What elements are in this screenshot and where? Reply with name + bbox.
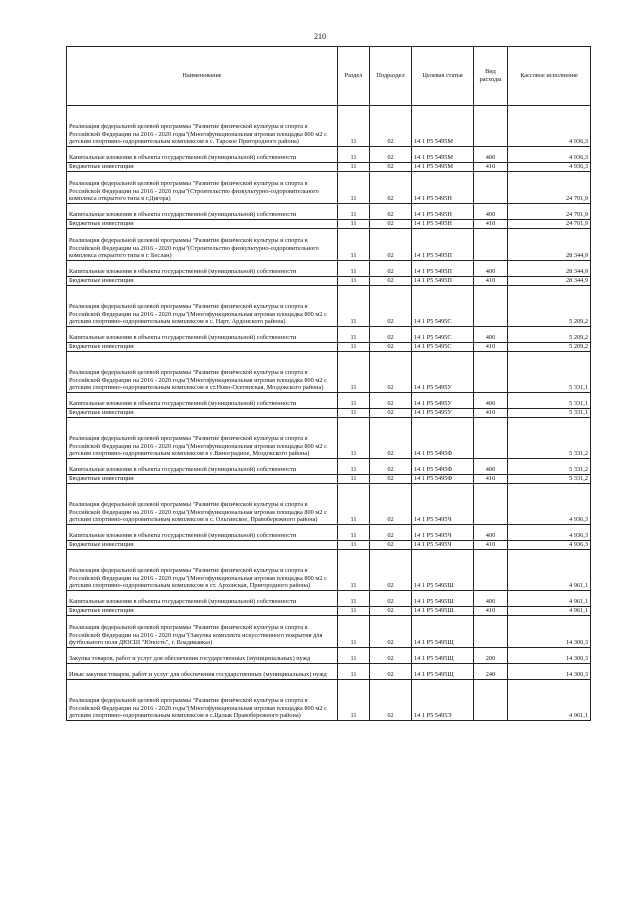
cell-section: 11 xyxy=(338,172,370,204)
cell-article: 14 1 P5 5495Э xyxy=(412,680,474,721)
cell-expense-type: 400 xyxy=(474,261,508,277)
table-row xyxy=(67,204,591,220)
cell-subsection: 02 xyxy=(370,229,412,261)
cell-expense-type xyxy=(474,418,508,459)
cell-amount: 14 300,3 xyxy=(508,664,591,680)
cell-name: Капитальные вложения в объекты государственной (муниципальной) собственности xyxy=(67,393,338,409)
cell-subsection: 02 xyxy=(370,106,412,147)
cell-subsection: 02 xyxy=(370,163,412,172)
cell-subsection: 02 xyxy=(370,147,412,163)
cell-name: Реализация федеральной целевой программы "Развитие физической культуры и спорта в Российской Федерации на 2016 - 2020 годы"(Многофункциональная игровая площадка 800 м2 с детским спортивно-оздоровительным комплексом в с.Цалык Правобережного района) xyxy=(67,680,338,721)
cell-expense-type: 400 xyxy=(474,459,508,475)
cell-subsection: 02 xyxy=(370,204,412,220)
cell-subsection: 02 xyxy=(370,393,412,409)
cell-expense-type: 400 xyxy=(474,591,508,607)
cell-amount: 4 936,3 xyxy=(508,484,591,525)
cell-expense-type: 410 xyxy=(474,607,508,616)
header-article: Целевая статья xyxy=(412,47,474,106)
header-subsection: Подраздел xyxy=(370,47,412,106)
cell-subsection: 02 xyxy=(370,550,412,591)
cell-name: Иные закупки товаров, работ и услуг для обеспечения государственных (муниципальных) нужд xyxy=(67,664,338,680)
header-execution: Кассовое исполнение xyxy=(508,47,591,106)
cell-section: 11 xyxy=(338,541,370,550)
table-row xyxy=(67,591,591,607)
cell-subsection: 02 xyxy=(370,616,412,648)
cell-expense-type xyxy=(474,229,508,261)
cell-section: 11 xyxy=(338,163,370,172)
cell-article: 14 1 P5 5495Ш xyxy=(412,550,474,591)
cell-amount: 5 331,2 xyxy=(508,475,591,484)
cell-amount: 5 209,2 xyxy=(508,286,591,327)
cell-section: 11 xyxy=(338,607,370,616)
cell-article: 14 1 P5 5495У xyxy=(412,352,474,393)
table-row xyxy=(67,550,591,591)
cell-section: 11 xyxy=(338,204,370,220)
cell-amount: 5 209,2 xyxy=(508,343,591,352)
table-row xyxy=(67,147,591,163)
cell-expense-type: 410 xyxy=(474,163,508,172)
cell-name: Капитальные вложения в объекты государственной (муниципальной) собственности xyxy=(67,147,338,163)
table-row xyxy=(67,261,591,277)
cell-name: Капитальные вложения в объекты государственной (муниципальной) собственности xyxy=(67,204,338,220)
cell-article: 14 1 P5 5495Ф xyxy=(412,459,474,475)
cell-article: 14 1 P5 5495M xyxy=(412,147,474,163)
cell-article: 14 1 P5 5495C xyxy=(412,286,474,327)
cell-article: 14 1 P5 5495Ч xyxy=(412,541,474,550)
header-section: Раздел xyxy=(338,47,370,106)
cell-name: Капитальные вложения в объекты государственной (муниципальной) собственности xyxy=(67,261,338,277)
cell-amount: 5 331,1 xyxy=(508,393,591,409)
cell-subsection: 02 xyxy=(370,475,412,484)
cell-subsection: 02 xyxy=(370,220,412,229)
cell-name: Бюджетные инвестиции xyxy=(67,607,338,616)
cell-section: 11 xyxy=(338,418,370,459)
cell-name: Закупка товаров, работ и услуг для обеспечения государственных (муниципальных) нужд xyxy=(67,648,338,664)
cell-expense-type: 400 xyxy=(474,525,508,541)
cell-article: 14 1 P5 5495Щ xyxy=(412,664,474,680)
cell-article: 14 1 P5 5495П xyxy=(412,229,474,261)
cell-name: Бюджетные инвестиции xyxy=(67,475,338,484)
cell-article: 14 1 P5 5495Ч xyxy=(412,525,474,541)
cell-expense-type xyxy=(474,106,508,147)
cell-amount: 5 331,1 xyxy=(508,409,591,418)
cell-amount: 4 936,3 xyxy=(508,541,591,550)
cell-article: 14 1 P5 5495П xyxy=(412,277,474,286)
cell-expense-type: 410 xyxy=(474,475,508,484)
cell-subsection: 02 xyxy=(370,172,412,204)
cell-amount: 4 961,1 xyxy=(508,550,591,591)
cell-article: 14 1 P5 5495Ш xyxy=(412,591,474,607)
cell-expense-type xyxy=(474,172,508,204)
cell-expense-type: 410 xyxy=(474,409,508,418)
cell-name: Капитальные вложения в объекты государственной (муниципальной) собственности xyxy=(67,591,338,607)
cell-expense-type xyxy=(474,352,508,393)
cell-article: 14 1 P5 5495H xyxy=(412,220,474,229)
cell-section: 11 xyxy=(338,484,370,525)
cell-article: 14 1 P5 5495C xyxy=(412,343,474,352)
cell-article: 14 1 P5 5495H xyxy=(412,204,474,220)
cell-name: Реализация федеральной целевой программы "Развитие физической культуры и спорта в Российской Федерации на 2016 - 2020 годы"(Закупка комплекта искусственного покрытия для футбольного поля ДЮСШ "Юность", г. Владикавказ) xyxy=(67,616,338,648)
cell-name: Реализация федеральной целевой программы "Развитие физической культуры и спорта в Российской Федерации на 2016 - 2020 годы"(Строительство физкультурно-оздоровительного комплекса открытого типа в г.Дигора) xyxy=(67,172,338,204)
cell-amount: 4 936,3 xyxy=(508,525,591,541)
cell-amount: 5 331,1 xyxy=(508,352,591,393)
cell-expense-type: 410 xyxy=(474,277,508,286)
cell-section: 11 xyxy=(338,106,370,147)
cell-expense-type xyxy=(474,484,508,525)
cell-article: 14 1 P5 5495M xyxy=(412,106,474,147)
cell-article: 14 1 P5 5495Ф xyxy=(412,475,474,484)
cell-section: 11 xyxy=(338,261,370,277)
cell-article: 14 1 P5 5495C xyxy=(412,327,474,343)
cell-amount: 14 300,3 xyxy=(508,616,591,648)
cell-subsection: 02 xyxy=(370,418,412,459)
cell-name: Капитальные вложения в объекты государственной (муниципальной) собственности xyxy=(67,327,338,343)
cell-article: 14 1 P5 5495H xyxy=(412,172,474,204)
cell-subsection: 02 xyxy=(370,327,412,343)
cell-name: Реализация федеральной целевой программы "Развитие физической культуры и спорта в Российской Федерации на 2016 - 2020 годы"(Многофункциональная игровая площадка 800 м2 с детским спортивно-оздоровительным комплексом в с. Тарское Пригородного района) xyxy=(67,106,338,147)
table-row xyxy=(67,664,591,680)
cell-amount: 28 344,9 xyxy=(508,277,591,286)
cell-subsection: 02 xyxy=(370,607,412,616)
cell-name: Бюджетные инвестиции xyxy=(67,541,338,550)
table-row xyxy=(67,327,591,343)
cell-expense-type: 410 xyxy=(474,541,508,550)
table-row xyxy=(67,163,591,172)
cell-section: 11 xyxy=(338,147,370,163)
cell-subsection: 02 xyxy=(370,261,412,277)
cell-article: 14 1 P5 5495Ч xyxy=(412,484,474,525)
cell-amount: 4 936,3 xyxy=(508,106,591,147)
cell-amount: 5 331,2 xyxy=(508,418,591,459)
cell-subsection: 02 xyxy=(370,409,412,418)
table-row xyxy=(67,220,591,229)
cell-section: 11 xyxy=(338,616,370,648)
cell-amount: 24 701,9 xyxy=(508,172,591,204)
table-row xyxy=(67,409,591,418)
cell-section: 11 xyxy=(338,475,370,484)
cell-amount: 4 961,1 xyxy=(508,591,591,607)
cell-article: 14 1 P5 5495Ф xyxy=(412,418,474,459)
table-row xyxy=(67,459,591,475)
cell-expense-type: 400 xyxy=(474,204,508,220)
cell-expense-type: 410 xyxy=(474,343,508,352)
table-row xyxy=(67,541,591,550)
cell-expense-type: 400 xyxy=(474,327,508,343)
cell-subsection: 02 xyxy=(370,664,412,680)
table-row xyxy=(67,484,591,525)
cell-expense-type xyxy=(474,680,508,721)
cell-section: 11 xyxy=(338,550,370,591)
cell-name: Капитальные вложения в объекты государственной (муниципальной) собственности xyxy=(67,525,338,541)
cell-article: 14 1 P5 5495У xyxy=(412,409,474,418)
cell-subsection: 02 xyxy=(370,541,412,550)
cell-article: 14 1 P5 5495П xyxy=(412,261,474,277)
header-name: Наименование xyxy=(67,47,338,106)
table-row xyxy=(67,172,591,204)
cell-amount: 4 961,1 xyxy=(508,607,591,616)
table-row xyxy=(67,418,591,459)
cell-section: 11 xyxy=(338,664,370,680)
cell-article: 14 1 P5 5495M xyxy=(412,163,474,172)
table-row xyxy=(67,106,591,147)
cell-subsection: 02 xyxy=(370,286,412,327)
cell-amount: 28 344,9 xyxy=(508,229,591,261)
cell-subsection: 02 xyxy=(370,648,412,664)
page-number: 210 xyxy=(314,32,326,41)
cell-name: Бюджетные инвестиции xyxy=(67,343,338,352)
cell-section: 11 xyxy=(338,591,370,607)
cell-expense-type: 410 xyxy=(474,220,508,229)
cell-subsection: 02 xyxy=(370,352,412,393)
cell-subsection: 02 xyxy=(370,591,412,607)
cell-name: Реализация федеральной целевой программы "Развитие физической культуры и спорта в Российской Федерации на 2016 - 2020 годы"(Многофункциональная игровая площадка 800 м2 с детским спортивно-оздоровительным комплексом в ст. Архонская, Пригородного района) xyxy=(67,550,338,591)
cell-amount: 24 701,9 xyxy=(508,220,591,229)
cell-subsection: 02 xyxy=(370,484,412,525)
cell-section: 11 xyxy=(338,327,370,343)
table-row xyxy=(67,648,591,664)
cell-expense-type: 200 xyxy=(474,648,508,664)
cell-section: 11 xyxy=(338,525,370,541)
table-row xyxy=(67,343,591,352)
cell-subsection: 02 xyxy=(370,277,412,286)
cell-article: 14 1 P5 5495Щ xyxy=(412,648,474,664)
cell-expense-type: 400 xyxy=(474,147,508,163)
table-row xyxy=(67,277,591,286)
cell-expense-type: 400 xyxy=(474,393,508,409)
cell-expense-type xyxy=(474,616,508,648)
cell-section: 11 xyxy=(338,393,370,409)
table-body xyxy=(67,106,591,721)
cell-section: 11 xyxy=(338,680,370,721)
cell-name: Реализация федеральной целевой программы "Развитие физической культуры и спорта в Российской Федерации на 2016 - 2020 годы"(Многофункциональная игровая площадка 800 м2 с детским спортивно-оздоровительным комплексом в с.Виноградное, Моздокского района) xyxy=(67,418,338,459)
header-expense-type: Вид расходы xyxy=(474,47,508,106)
table-row xyxy=(67,680,591,721)
cell-section: 11 xyxy=(338,343,370,352)
cell-section: 11 xyxy=(338,648,370,664)
cell-section: 11 xyxy=(338,286,370,327)
cell-expense-type xyxy=(474,550,508,591)
table-row xyxy=(67,393,591,409)
cell-section: 11 xyxy=(338,409,370,418)
cell-section: 11 xyxy=(338,459,370,475)
table-row xyxy=(67,352,591,393)
cell-name: Капитальные вложения в объекты государственной (муниципальной) собственности xyxy=(67,459,338,475)
cell-subsection: 02 xyxy=(370,525,412,541)
cell-section: 11 xyxy=(338,277,370,286)
cell-amount: 28 344,9 xyxy=(508,261,591,277)
table-header-row xyxy=(67,47,591,106)
table-row xyxy=(67,607,591,616)
cell-article: 14 1 P5 5495Ш xyxy=(412,607,474,616)
cell-name: Бюджетные инвестиции xyxy=(67,409,338,418)
table-row xyxy=(67,525,591,541)
cell-subsection: 02 xyxy=(370,680,412,721)
cell-amount: 14 300,3 xyxy=(508,648,591,664)
cell-name: Реализация федеральной целевой программы "Развитие физической культуры и спорта в Российской Федерации на 2016 - 2020 годы"(Строительство физкультурно-оздоровительного комплекса открытого типа в г. Беслан) xyxy=(67,229,338,261)
cell-article: 14 1 P5 5495Щ xyxy=(412,616,474,648)
cell-subsection: 02 xyxy=(370,343,412,352)
cell-name: Реализация федеральной целевой программы "Развитие физической культуры и спорта в Российской Федерации на 2016 - 2020 годы"(Многофункциональная игровая площадка 800 м2 с детским спортивно-оздоровительным комплексом в с. Ольгинское, Правобережного района) xyxy=(67,484,338,525)
cell-amount: 24 701,9 xyxy=(508,204,591,220)
cell-section: 11 xyxy=(338,229,370,261)
table-row xyxy=(67,229,591,261)
cell-subsection: 02 xyxy=(370,459,412,475)
cell-article: 14 1 P5 5495У xyxy=(412,393,474,409)
cell-amount: 5 209,2 xyxy=(508,327,591,343)
cell-expense-type xyxy=(474,286,508,327)
cell-expense-type: 240 xyxy=(474,664,508,680)
cell-amount: 4 936,3 xyxy=(508,147,591,163)
cell-name: Бюджетные инвестиции xyxy=(67,220,338,229)
cell-amount: 4 961,1 xyxy=(508,680,591,721)
cell-section: 11 xyxy=(338,352,370,393)
cell-amount: 4 936,3 xyxy=(508,163,591,172)
cell-section: 11 xyxy=(338,220,370,229)
table-row xyxy=(67,286,591,327)
cell-name: Реализация федеральной целевой программы "Развитие физической культуры и спорта в Российской Федерации на 2016 - 2020 годы"(Многофункциональная игровая площадка 800 м2 с детским спортивно-оздоровительным комплексом в с. Нарт, Ардонского района) xyxy=(67,286,338,327)
cell-name: Бюджетные инвестиции xyxy=(67,163,338,172)
table-row xyxy=(67,616,591,648)
table-row xyxy=(67,475,591,484)
budget-table xyxy=(66,46,591,721)
cell-name: Бюджетные инвестиции xyxy=(67,277,338,286)
cell-name: Реализация федеральной целевой программы "Развитие физической культуры и спорта в Российской Федерации на 2016 - 2020 годы"(Многофункциональная игровая площадка 800 м2 с детским спортивно-оздоровительным комплексом в ст.Ново-Осетинская, Моздокского района) xyxy=(67,352,338,393)
cell-amount: 5 331,2 xyxy=(508,459,591,475)
